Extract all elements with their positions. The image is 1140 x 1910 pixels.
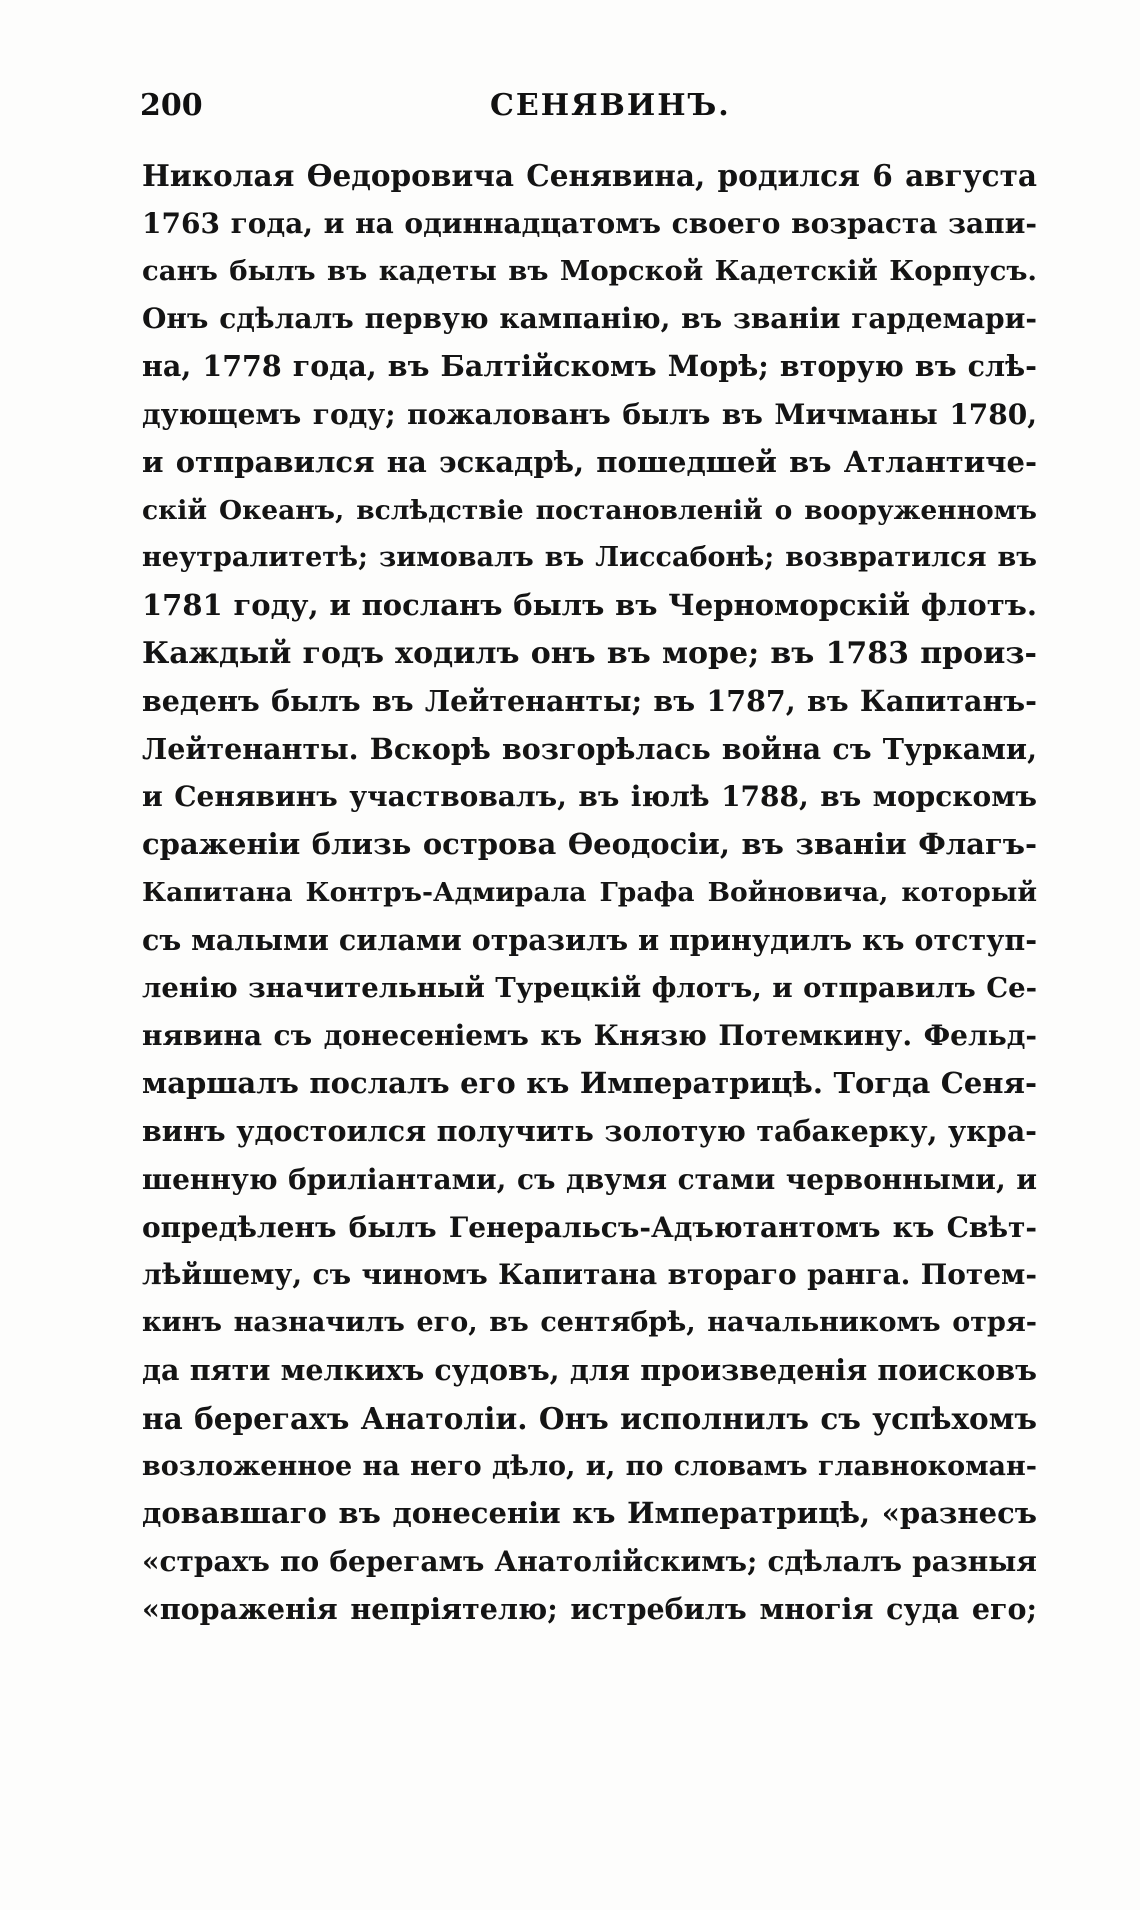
text-line: 1763 года, и на одиннадцатомъ своего возраста запи- — [142, 206, 1037, 240]
text-line: веденъ былъ въ Лейтенанты; въ 1787, въ Капитанъ- — [142, 683, 1037, 718]
text-line: сраженіи близь острова Ѳеодосіи, въ званіи Флагъ- — [142, 827, 1037, 862]
text-line: да пяти мелкихъ судовъ, для произведенія поисковъ — [142, 1352, 1037, 1387]
text-line: довавшаго въ донесеніи къ Императрицѣ, «разнесъ — [142, 1496, 1037, 1531]
page-header — [140, 88, 1040, 132]
running-head: СЕНЯВИНЪ. — [490, 88, 731, 123]
body-text — [142, 152, 1037, 1634]
text-line: «пораженія непріятелю; истребилъ многія суда его; — [142, 1591, 1037, 1626]
text-line: санъ былъ въ кадеты въ Морской Кадетскій Корпусъ. — [142, 254, 1037, 287]
text-line: Онъ сдѣлалъ первую кампанію, въ званіи гардемари- — [142, 302, 1037, 336]
text-line: кинъ назначилъ его, въ сентябрѣ, начальникомъ отря- — [142, 1307, 1037, 1339]
text-line: Капитана Контръ-Адмирала Графа Войновича, который — [142, 876, 1037, 908]
text-line: Лейтенанты. Вскорѣ возгорѣлась война съ Турками, — [142, 731, 1037, 766]
text-line: опредѣленъ былъ Генеральсъ-Адъютантомъ къ Свѣт- — [142, 1210, 1037, 1244]
text-line: Каждый годъ ходилъ онъ въ море; въ 1783 произ- — [142, 635, 1037, 671]
text-line: неутралитетѣ; зимовалъ въ Лиссабонѣ; возвратился въ — [142, 542, 1037, 574]
text-line: съ малыми силами отразилъ и принудилъ къ отступ- — [142, 922, 1037, 957]
text-line: дующемъ году; пожалованъ былъ въ Мичманы 1780, — [142, 397, 1037, 431]
text-line: Николая Ѳедоровича Сенявина, родился 6 августа — [142, 158, 1037, 193]
text-line: возложенное на него дѣло, и, по словамъ главнокоман- — [142, 1450, 1037, 1482]
text-line: шенную бриліантами, съ двумя стами червонными, и — [142, 1162, 1037, 1196]
text-line: на, 1778 года, въ Балтійскомъ Морѣ; вторую въ слѣ- — [142, 349, 1037, 384]
text-line: и Сенявинъ участвовалъ, въ іюлѣ 1788, въ морскомъ — [142, 780, 1037, 814]
text-line: на берегахъ Анатоліи. Онъ исполнилъ съ успѣхомъ — [142, 1400, 1037, 1436]
text-line: винъ удостоился получить золотую табакерку, укра- — [142, 1113, 1037, 1148]
text-line: нявина съ донесеніемъ къ Князю Потемкину. Фельд- — [142, 1019, 1037, 1053]
page-number: 200 — [140, 88, 203, 123]
text-line: ленію значительный Турецкій флотъ, и отправилъ Се- — [142, 971, 1037, 1004]
text-line: лѣйшему, съ чиномъ Капитана втораго ранга. Потем- — [142, 1258, 1037, 1292]
text-line: скій Океанъ, вслѣдствіе постановленій о вооруженномъ — [142, 494, 1037, 526]
text-line: и отправился на эскадрѣ, пошедшей въ Атлантиче- — [142, 444, 1037, 479]
text-line: «страхъ по берегамъ Анатолійскимъ; сдѣлалъ разныя — [142, 1545, 1037, 1579]
text-line: маршалъ послалъ его къ Императрицѣ. Тогда Сеня- — [142, 1066, 1037, 1101]
text-line: 1781 году, и посланъ былъ въ Черноморскій флотъ. — [142, 588, 1037, 623]
